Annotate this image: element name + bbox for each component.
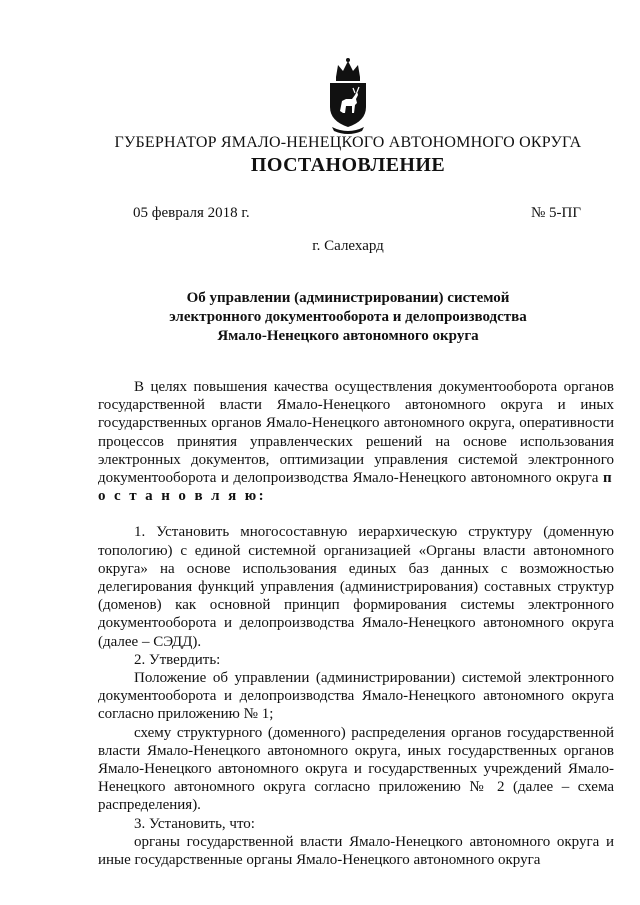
- document-place: г. Салехард: [312, 238, 384, 254]
- decree-word: п о с т а н о в л я ю:: [98, 470, 614, 505]
- clause-2-subitem: Положение об управлении (администрировании) системой электронного документооборота и делопроизводства Ямало-Ненецкого автономного округа согласно приложению № 1;: [98, 670, 614, 723]
- document-type: ПОСТАНОВЛЕНИЕ: [250, 154, 446, 176]
- clause-3-subitem: органы государственной власти Ямало-Ненецкого автономного округа и иные государственные органы Ямало-Ненецкого автономного округа: [98, 833, 614, 869]
- document-title: [150, 289, 546, 346]
- document-number: № 5-ПГ: [530, 205, 581, 221]
- issuing-authority: ГУБЕРНАТОР ЯМАЛО-НЕНЕЦКОГО АВТОНОМНОГО ОКРУГА: [114, 134, 582, 151]
- clause-2: 2. Утвердить:: [134, 651, 221, 668]
- clause-1: 1. Установить многосоставную иерархическую структуру (доменную топологию) с единой системной организацией «Органы власти автономного округа» на основе использования единых баз данных с возможностью делегирования функций управления (администрирования) составных структур (доменов) как основной принцип формирования системы электронного документооборота и делопроизводства Ямало-Ненецкого автономного округа (далее – СЭДД).: [98, 524, 614, 650]
- preamble-paragraph: [98, 378, 614, 505]
- preamble-text: В целях повышения качества осуществления документооборота органов государственной власти Ямало-Ненецкого автономного округа и иных государственных органов Ямало-Ненецкого автономного округа, оперативности процессов принятия управленческих решений на основе использования электронных документов, оптимизации управления системой электронного документооборота и делопроизводства Ямало-Ненецкого автономного округа: [98, 379, 614, 487]
- document-title-line: Об управлении (администрировании) системой: [186, 290, 510, 306]
- document-title-line: электронного документооборота и делопроизводства: [169, 309, 527, 325]
- document-title-line: Ямало-Ненецкого автономного округа: [217, 328, 479, 344]
- clause-3: 3. Установить, что:: [134, 815, 255, 832]
- document-body: [98, 378, 614, 869]
- clause-2-subitem: схему структурного (доменного) распределения органов государственной власти Ямало-Ненецкого автономного округа, иных государственных органов Ямало-Ненецкого автономного округа и государственных учреждений Ямало-Ненецкого автономного округа согласно приложению № 2 (далее – схема распределения).: [98, 724, 614, 814]
- yamal-nenets-coat-of-arms-icon: [324, 55, 372, 137]
- document-date: 05 февраля 2018 г.: [133, 205, 250, 221]
